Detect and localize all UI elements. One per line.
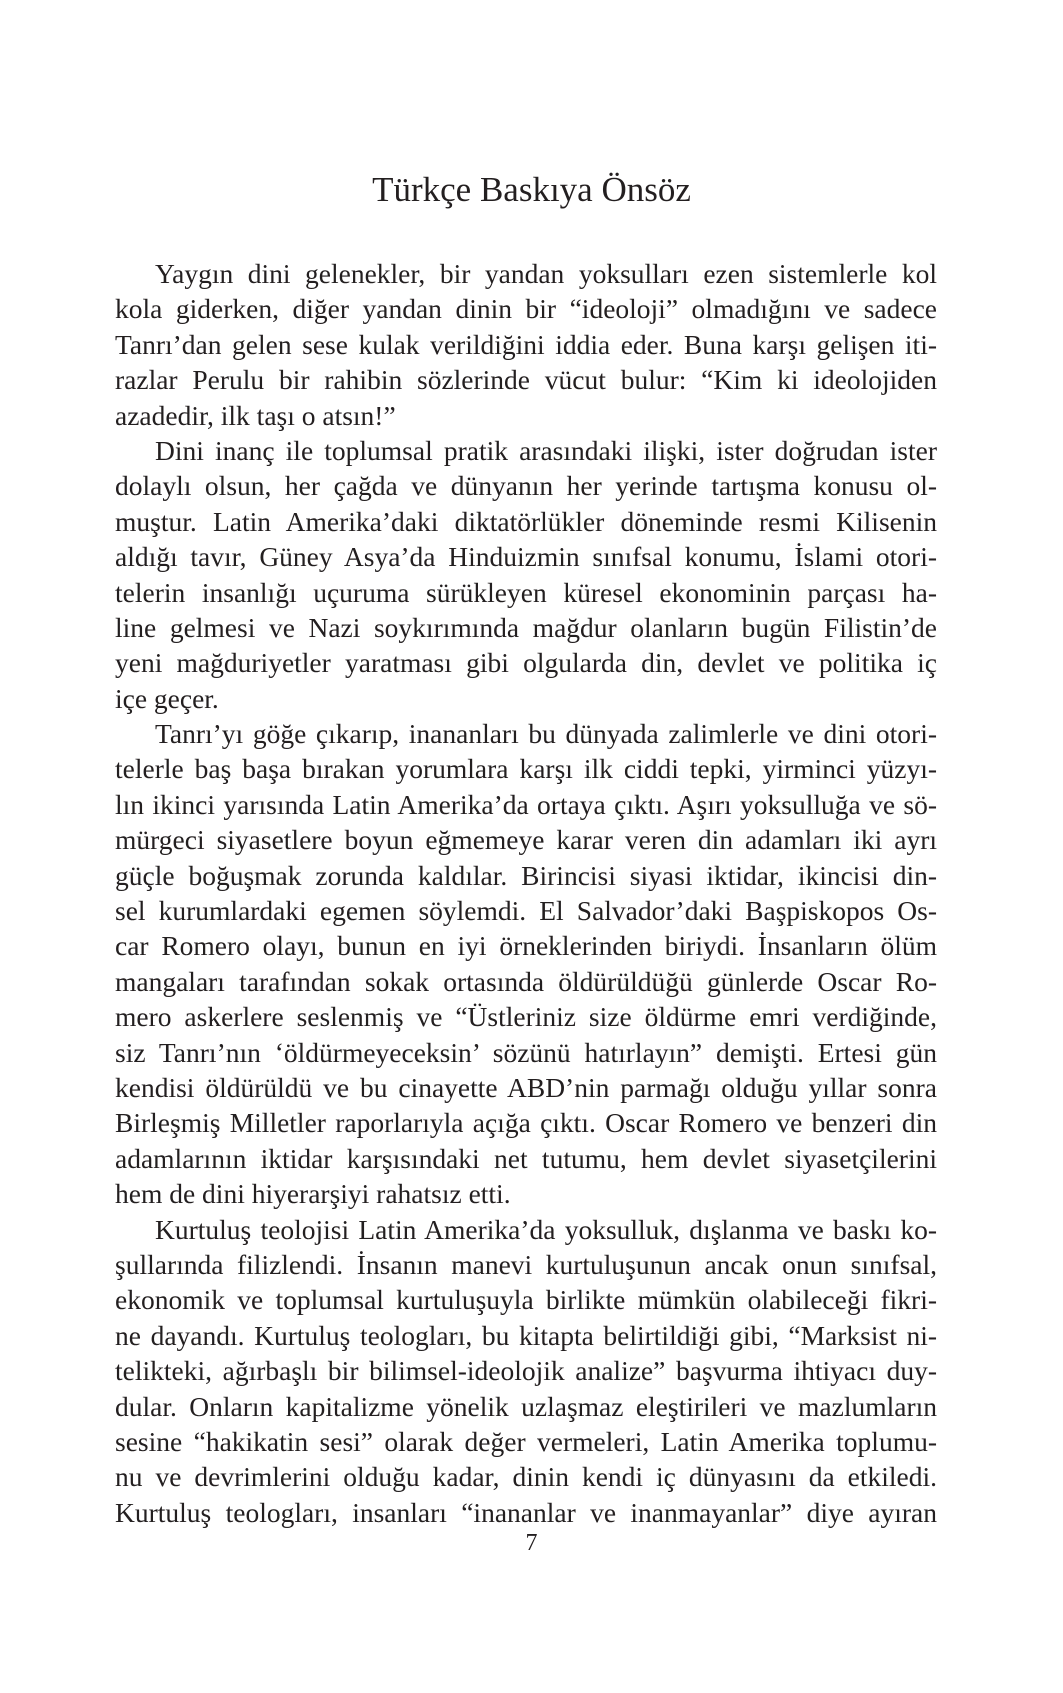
text-line: adamlarının iktidar karşısındaki net tutumu, hem devlet siyasetçilerini [115,1142,937,1174]
text-line: nu ve devrimlerini olduğu kadar, dinin kendi iç dünyasını da etkiledi. [115,1461,937,1493]
text-line: şullarında filizlendi. İnsanın manevi kurtuluşunun ancak onun sınıfsal, [115,1248,937,1280]
text-line: güçle boğuşmak zorunda kaldılar. Birincisi siyasi iktidar, ikincisi din- [115,859,937,891]
text-line: muştur. Latin Amerika’daki diktatörlükler döneminde resmi Kilisenin [115,505,937,537]
text-line: yeni mağduriyetler yaratması gibi olgularda din, devlet ve politika iç [115,647,937,679]
text-line: mangaları tarafından sokak ortasında öldürüldüğü günlerde Oscar Ro- [115,965,937,997]
text-line: Birleşmiş Milletler raporlarıyla açığa çıktı. Oscar Romero ve benzeri din [115,1107,937,1139]
text-line: telikteki, ağırbaşlı bir bilimsel-ideolojik analize” başvurma ihtiyacı duy- [115,1355,937,1387]
page-number: 7 [525,1530,538,1556]
text-line: aldığı tavır, Güney Asya’da Hinduizmin sınıfsal konumu, İslami otori- [115,541,937,573]
text-line: lın ikinci yarısında Latin Amerika’da ortaya çıktı. Aşırı yoksulluğa ve sö- [115,788,937,820]
text-line: azadedir, ilk taşı o atsın!” [115,399,396,431]
text-line: Tanrı’dan gelen sese kulak verildiğini iddia eder. Buna karşı gelişen iti- [115,328,937,360]
body-text [115,256,937,1530]
text-line: ekonomik ve toplumsal kurtuluşuyla birlikte mümkün olabileceği fikri- [115,1284,937,1316]
text-line: dular. Onların kapitalizme yönelik uzlaşmaz eleştirileri ve mazlumların [115,1390,937,1422]
text-line: kola giderken, diğer yandan dinin bir “ideoloji” olmadığını ve sadece [115,293,937,325]
text-line: Yaygın dini gelenekler, bir yandan yoksulları ezen sistemlerle kol [155,258,937,289]
text-line: kendisi öldürüldü ve bu cinayette ABD’nin parmağı olduğu yıllar sonra [115,1071,937,1103]
text-line: siz Tanrı’nın ‘öldürmeyeceksin’ sözünü hatırlayın” demişti. Ertesi gün [115,1036,937,1068]
text-line: Kurtuluş teolojisi Latin Amerika’da yoksulluk, dışlanma ve baskı ko- [155,1213,937,1245]
text-line: car Romero olayı, bunun en iyi örneklerinden biriydi. İnsanların ölüm [115,930,937,962]
page-title: Türkçe Baskıya Önsöz [372,170,691,209]
text-line: mero askerlere seslenmiş ve “Üstleriniz size öldürme emri verdiğinde, [115,1001,937,1033]
text-line: Tanrı’yı göğe çıkarıp, inananları bu dünyada zalimlerle ve dini otori- [155,718,937,750]
text-line: Dini inanç ile toplumsal pratik arasındaki ilişki, ister doğrudan ister [155,434,937,466]
text-line: line gelmesi ve Nazi soykırımında mağdur olanların bugün Filistin’de [115,611,937,643]
text-line: razlar Perulu bir rahibin sözlerinde vücut bulur: “Kim ki ideolojiden [115,364,937,396]
text-line: telerin insanlığı uçuruma sürükleyen küresel ekonominin parçası ha- [115,576,937,608]
text-line: mürgeci siyasetlere boyun eğmemeye karar veren din adamları iki ayrı [115,824,937,856]
text-line: içe geçer. [115,682,219,714]
text-line: dolaylı olsun, her çağda ve dünyanın her yerinde tartışma konusu ol- [115,470,937,502]
text-line: sesine “hakikatin sesi” olarak değer vermeleri, Latin Amerika toplumu- [115,1425,937,1457]
text-line: telerle baş başa bırakan yorumlara karşı ilk ciddi tepki, yirminci yüzyı- [115,753,937,785]
text-line: hem de dini hiyerarşiyi rahatsız etti. [115,1178,511,1210]
text-line: Kurtuluş teologları, insanları “inananlar ve inanmayanlar” diye ayıran [115,1496,937,1528]
text-line: sel kurumlardaki egemen söylemdi. El Salvador’daki Başpiskopos Os- [115,895,937,927]
text-line: ne dayandı. Kurtuluş teologları, bu kitapta belirtildiği gibi, “Marksist ni- [115,1319,937,1351]
